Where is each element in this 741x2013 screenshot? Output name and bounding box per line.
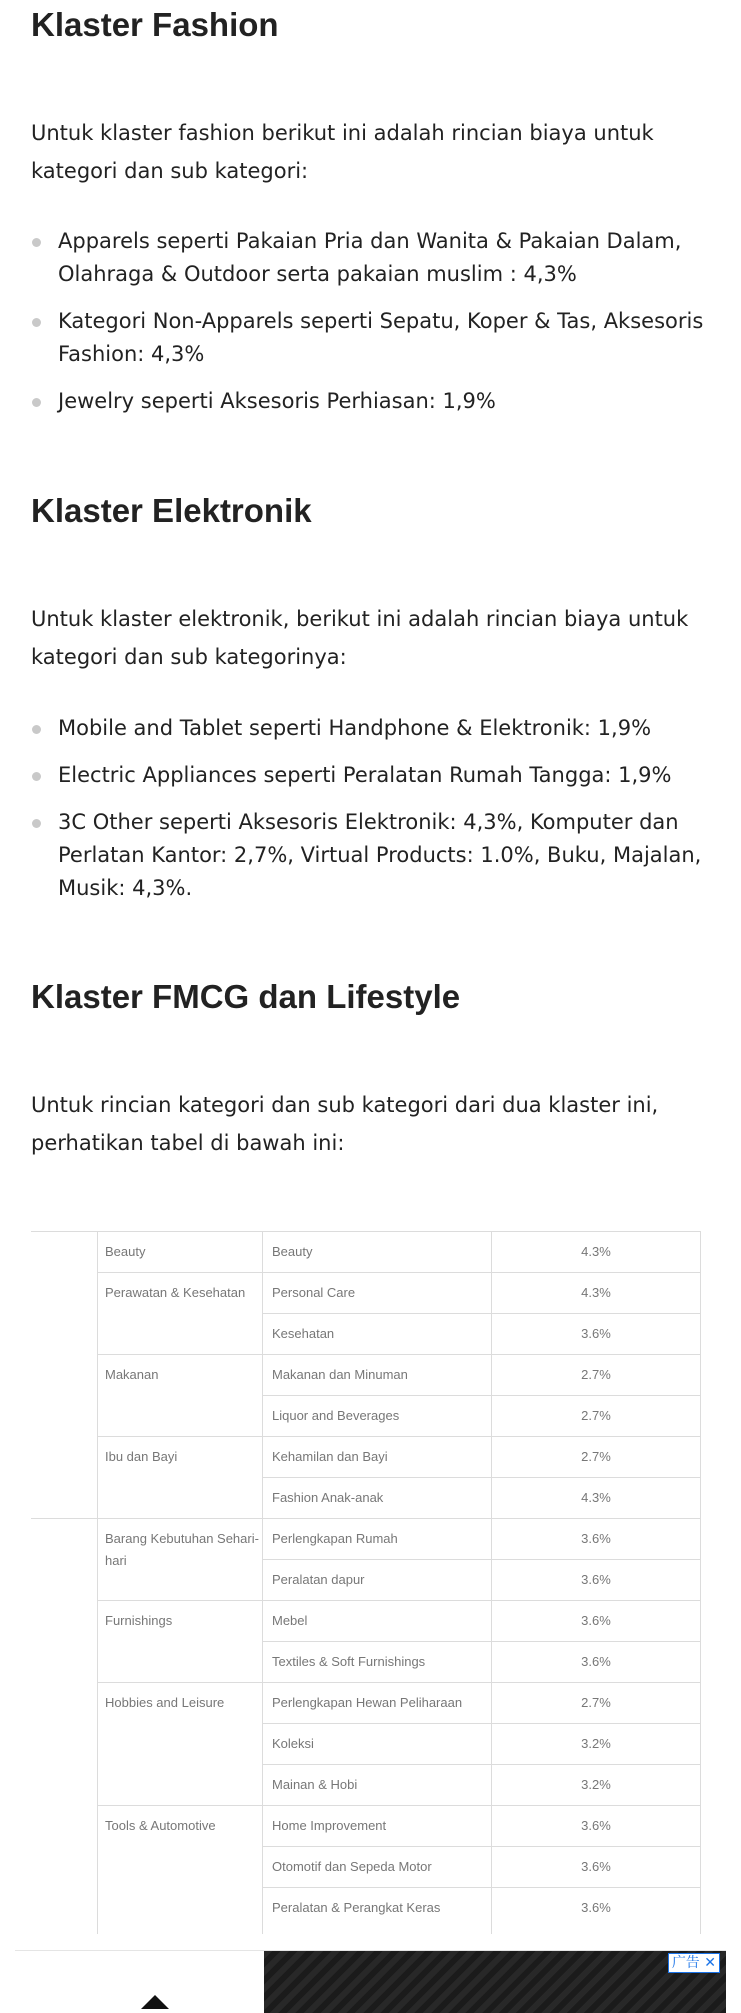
list-item: Mobile and Tablet seperti Handphone & Elektronik: 1,9% [31, 712, 711, 745]
table-subcategory: Otomotif dan Sepeda Motor [272, 1859, 432, 1874]
section-title-elektronik: Klaster Elektronik [31, 492, 312, 529]
table-row [31, 1354, 701, 1395]
table-percentage: 3.6% [581, 1613, 611, 1628]
fee-table [31, 1231, 701, 1934]
table-category: Ibu dan Bayi [105, 1449, 178, 1464]
table-row [31, 1805, 701, 1846]
table-percentage: 3.6% [581, 1531, 611, 1546]
table-row [31, 1764, 701, 1805]
table-percentage: 3.6% [581, 1859, 611, 1874]
table-subcategory: Kesehatan [272, 1326, 335, 1341]
table-row [31, 1559, 701, 1600]
table-category: Hobbies and Leisure [105, 1695, 225, 1710]
table-percentage: 3.6% [581, 1572, 611, 1587]
table-row [31, 1846, 701, 1887]
list-item: Kategori Non-Apparels seperti Sepatu, Koper & Tas, Aksesoris Fashion: 4,3% [31, 305, 711, 371]
ad-banner[interactable] [15, 1950, 726, 2013]
table-row [31, 1641, 701, 1682]
table-percentage: 2.7% [581, 1408, 611, 1423]
ad-label[interactable]: 广告 ✕ [668, 1953, 720, 1973]
list-item: Jewelry seperti Aksesoris Perhiasan: 1,9% [31, 385, 711, 418]
table-percentage: 3.6% [581, 1818, 611, 1833]
fashion-list [31, 225, 711, 432]
table-row [31, 1723, 701, 1764]
close-icon[interactable]: ✕ [699, 1955, 716, 1971]
table-category: Makanan [105, 1367, 159, 1382]
list-item: 3C Other seperti Aksesoris Elektronik: 4,3%, Komputer dan Perlatan Kantor: 2,7%, Virtual Products: 1.0%, Buku, Majalan, Musik: 4,3%. [31, 806, 711, 905]
table-subcategory: Mainan & Hobi [272, 1777, 358, 1792]
table-row [31, 1436, 701, 1477]
bullet-icon [32, 772, 41, 781]
table-row [31, 1600, 701, 1641]
table-subcategory: Makanan dan Minuman [272, 1367, 408, 1382]
elektronik-intro: Untuk klaster elektronik, berikut ini adalah rincian biaya untuk kategori dan sub kategorinya: [31, 607, 689, 669]
table-percentage: 4.3% [581, 1285, 611, 1300]
table-row [31, 1682, 701, 1723]
table-row [31, 1887, 701, 1928]
table-row [31, 1477, 701, 1518]
table-subcategory: Perlengkapan Hewan Peliharaan [272, 1695, 463, 1710]
table-percentage: 3.6% [581, 1900, 611, 1915]
table-subcategory: Peralatan dapur [272, 1572, 365, 1587]
bullet-icon [32, 398, 41, 407]
table-subcategory: Liquor and Beverages [272, 1408, 400, 1423]
elektronik-list [31, 712, 711, 919]
table-percentage: 3.6% [581, 1654, 611, 1669]
table-row [31, 1231, 701, 1272]
table-subcategory: Beauty [272, 1244, 313, 1259]
table-subcategory: Kehamilan dan Bayi [272, 1449, 388, 1464]
table-percentage: 4.3% [581, 1244, 611, 1259]
table-subcategory: Textiles & Soft Furnishings [272, 1654, 426, 1669]
table-percentage: 2.7% [581, 1695, 611, 1710]
table-subcategory: Personal Care [272, 1285, 356, 1300]
table-subcategory: Koleksi [272, 1736, 314, 1751]
table-percentage: 2.7% [581, 1449, 611, 1464]
list-item: Electric Appliances seperti Peralatan Rumah Tangga: 1,9% [31, 759, 711, 792]
section-title-fashion: Klaster Fashion [31, 6, 279, 43]
table-percentage: 3.6% [581, 1326, 611, 1341]
fmcg-intro: Untuk rincian kategori dan sub kategori dari dua klaster ini, perhatikan tabel di bawah ini: [31, 1093, 659, 1155]
table-row [31, 1272, 701, 1313]
table-row [31, 1313, 701, 1354]
table-subcategory: Peralatan & Perangkat Keras [272, 1900, 441, 1915]
ad-logo-icon [141, 1995, 169, 2009]
table-subcategory: Home Improvement [272, 1818, 387, 1833]
table-category: Beauty [105, 1244, 146, 1259]
table-category: Tools & Automotive [105, 1818, 216, 1833]
table-category: Barang Kebutuhan Sehari-hari [105, 1531, 259, 1568]
table-percentage: 3.2% [581, 1736, 611, 1751]
table-percentage: 2.7% [581, 1367, 611, 1382]
table-subcategory: Perlengkapan Rumah [272, 1531, 398, 1546]
table-category: Perawatan & Kesehatan [105, 1285, 246, 1300]
fashion-intro: Untuk klaster fashion berikut ini adalah rincian biaya untuk kategori dan sub kategori: [31, 121, 654, 183]
list-item: Apparels seperti Pakaian Pria dan Wanita & Pakaian Dalam, Olahraga & Outdoor serta pakaian muslim : 4,3% [31, 225, 711, 291]
table-row [31, 1395, 701, 1436]
bullet-icon [32, 725, 41, 734]
table-subcategory: Fashion Anak-anak [272, 1490, 384, 1505]
ad-texture [264, 1951, 726, 2013]
bullet-icon [32, 238, 41, 247]
table-percentage: 4.3% [581, 1490, 611, 1505]
bullet-icon [32, 318, 41, 327]
table-percentage: 3.2% [581, 1777, 611, 1792]
table-category: Furnishings [105, 1613, 173, 1628]
section-title-fmcg: Klaster FMCG dan Lifestyle [31, 978, 461, 1015]
table-subcategory: Mebel [272, 1613, 308, 1628]
table-row [31, 1518, 701, 1559]
ad-image[interactable] [264, 1951, 726, 2013]
bullet-icon [32, 819, 41, 828]
